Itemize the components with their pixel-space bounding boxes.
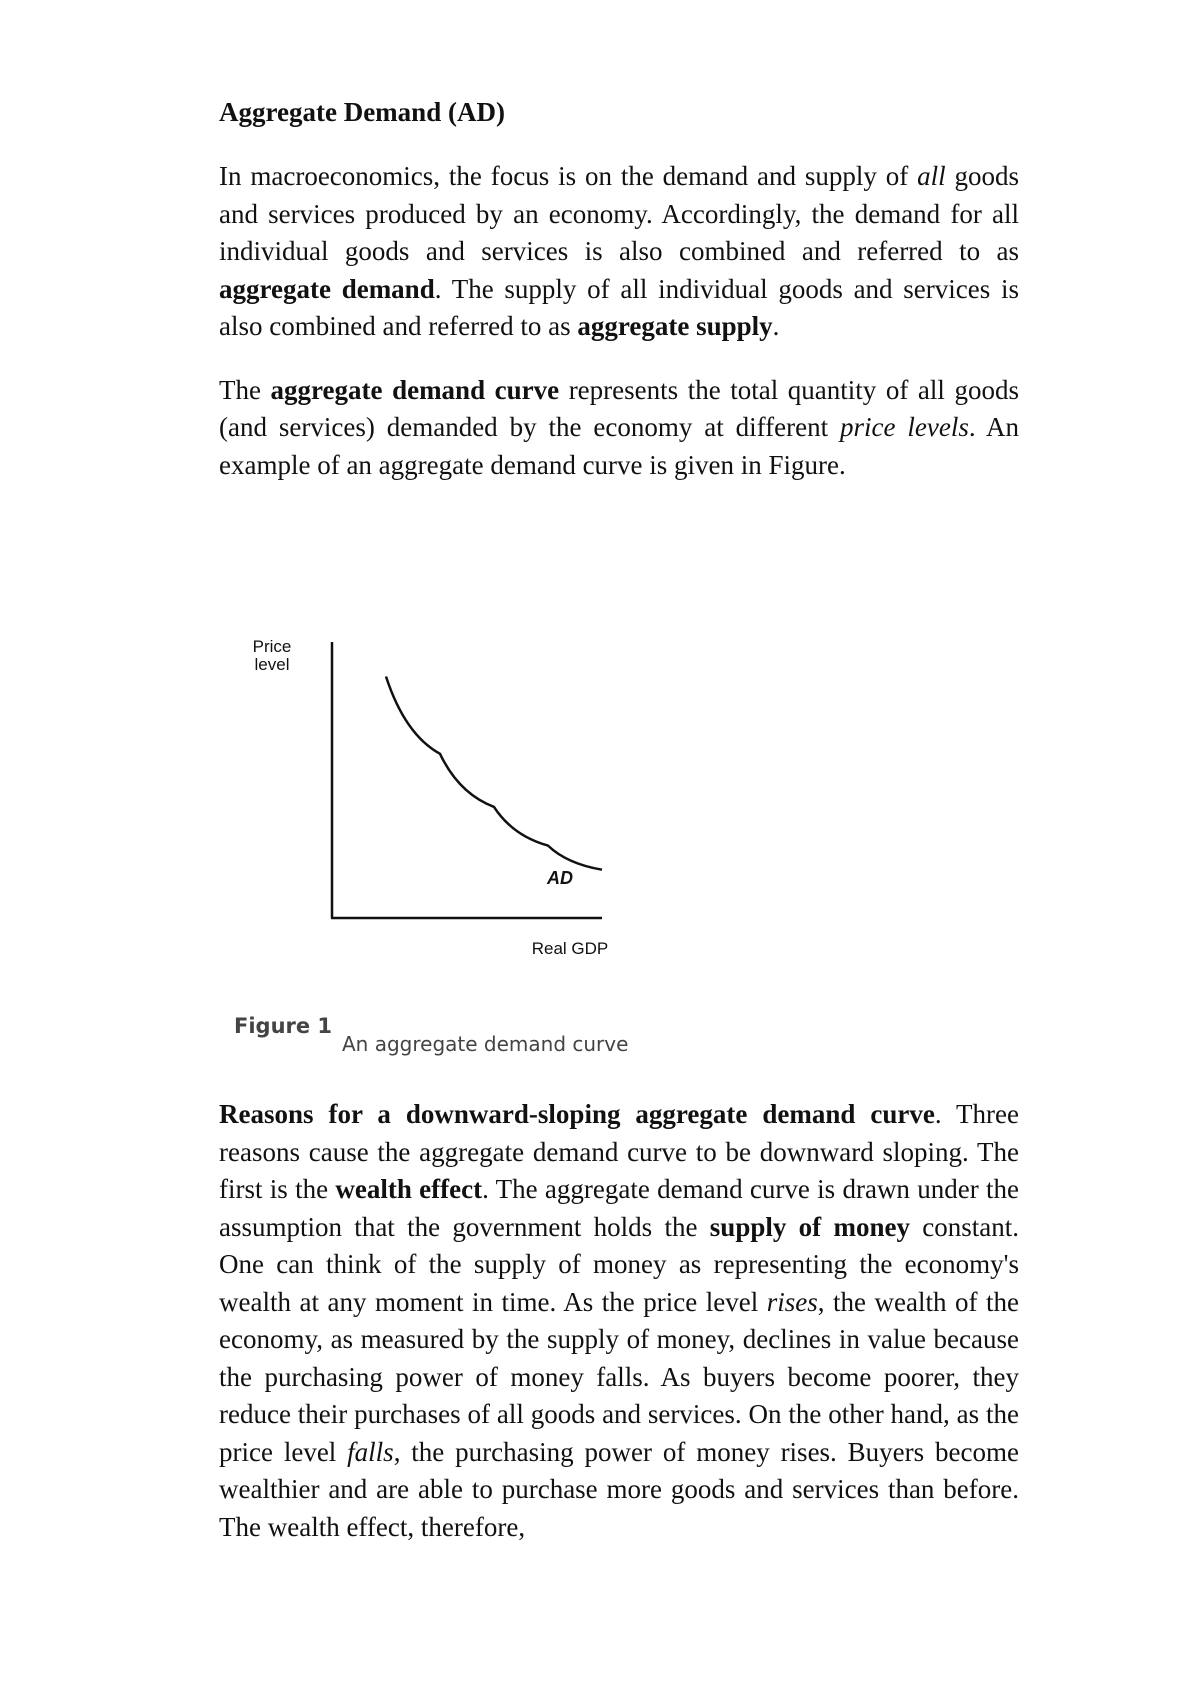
bold-term: aggregate supply xyxy=(577,311,773,341)
text-run: goods and services produced by an economy. Accordingly, the demand for all individual goods and services is also combined and referred to as xyxy=(219,161,1019,266)
x-axis-label: Real GDP xyxy=(531,939,609,958)
figure-caption xyxy=(234,1014,628,1056)
page-title: Aggregate Demand (AD) xyxy=(219,97,505,127)
text-run: . The supply of all individual goods and services is also combined and referred to as xyxy=(219,273,1019,341)
y-axis-label-line1: Price xyxy=(252,637,292,656)
italic-term: price levels xyxy=(839,412,969,442)
text-run: , the purchasing power of money rises. Buyers become wealthier and are able to purchase more goods and services than before. The wealth effect, therefore, xyxy=(219,1436,1019,1542)
paragraph-reasons xyxy=(219,1096,1019,1546)
bold-term: aggregate demand curve xyxy=(270,374,560,405)
paragraph-intro xyxy=(219,158,1019,346)
text-run: The xyxy=(219,374,271,405)
bold-term: Reasons for a downward-sloping aggregate demand curve xyxy=(219,1099,935,1129)
y-axis-label-line2: level xyxy=(254,655,290,674)
italic-term: rises xyxy=(766,1286,818,1317)
italic-term: falls xyxy=(347,1436,394,1467)
text-run: , the wealth of the economy, as measured by the supply of money, declines in value because the purchasing power of money falls. As buyers become poorer, they reduce their purchases of all goods and services. On the other hand, as the price level xyxy=(219,1286,1019,1467)
italic-term: all xyxy=(917,161,946,191)
ad-curve-line xyxy=(386,677,602,870)
text-run: constant. One can think of the supply of money as representing the economy's wealth at any moment in time. As the price level xyxy=(219,1211,1020,1317)
text-run: In macroeconomics, the focus is on the demand and supply of xyxy=(219,161,918,191)
bold-term: supply of money xyxy=(709,1211,910,1242)
bold-term: aggregate demand xyxy=(219,273,435,304)
paragraph-ad-curve xyxy=(219,372,1019,485)
figure-caption-text: An aggregate demand curve xyxy=(342,1032,629,1056)
ad-chart xyxy=(252,628,672,968)
text-run: represents the total quantity of all goods (and services) demanded by the economy at different xyxy=(219,374,1019,442)
ad-curve-label: AD xyxy=(547,868,573,888)
text-run: . Three reasons cause the aggregate demand curve to be downward sloping. The first is the xyxy=(219,1099,1019,1204)
bold-term: wealth effect xyxy=(335,1174,483,1204)
document-page-continued xyxy=(219,1096,1019,1572)
document-page xyxy=(219,94,1019,510)
text-run: . The aggregate demand curve is drawn under the assumption that the government holds the xyxy=(219,1174,1019,1242)
ad-curve-figure xyxy=(252,628,672,968)
text-run: . An example of an aggregate demand curve is given in Figure. xyxy=(219,412,1019,480)
figure-number: Figure 1 xyxy=(234,1014,333,1038)
text-run: . xyxy=(772,311,780,341)
